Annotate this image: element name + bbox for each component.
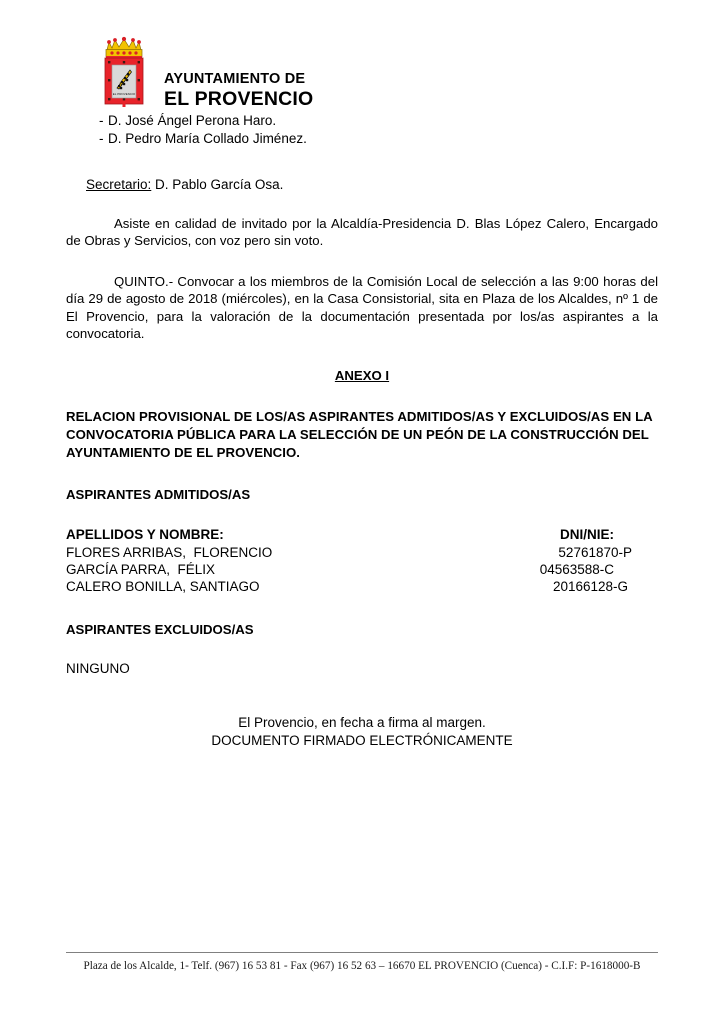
secretary-label: Secretario: [86, 177, 152, 192]
applicant-name: CALERO BONILLA, SANTIAGO [66, 579, 260, 595]
column-header-dni: DNI/NIE: [560, 527, 614, 543]
footer-address: Plaza de los Alcalde, 1- Telf. (967) 16 53 81 - Fax (967) 16 52 63 – 16670 EL PROVENCIO (Cuenca) - C.I.F: P-1618000-B [83, 960, 641, 972]
list-item [66, 130, 658, 148]
coat-of-arms-icon [100, 36, 148, 108]
document-body [66, 112, 658, 750]
excluded-value: NINGUNO [66, 660, 130, 676]
document-header [0, 30, 724, 112]
list-bullet: - [99, 130, 104, 146]
table-header-row [66, 526, 658, 543]
applicant-dni: 52761870-P [558, 544, 632, 560]
document-footer [66, 952, 658, 972]
annex-title [66, 368, 658, 383]
organization-title [164, 72, 313, 109]
member-list [66, 112, 658, 147]
applicant-dni: 04563588-C [539, 562, 614, 578]
crest-motto-text: EL PROVENCIO [112, 92, 136, 97]
org-name-line2: EL PROVENCIO [164, 87, 314, 110]
admitted-table [66, 526, 658, 596]
member-name: D. José Ángel Perona Haro. [108, 113, 277, 128]
footer-divider [66, 952, 658, 953]
secretary-line [66, 177, 658, 192]
table-row [66, 578, 658, 595]
table-row [66, 561, 658, 578]
applicant-name: FLORES ARRIBAS, FLORENCIO [66, 544, 273, 560]
paragraph-asiste: Asiste en calidad de invitado por la Alcaldía-Presidencia D. Blas López Calero, Encargado de Obras y Servicios, con voz pero sin voto. [66, 216, 658, 249]
member-name: D. Pedro María Collado Jiménez. [108, 130, 307, 146]
table-row [66, 544, 658, 561]
list-bullet: - [99, 113, 104, 128]
annex-title-text: ANEXO I [334, 368, 390, 384]
excluded-heading: ASPIRANTES EXCLUIDOS/AS [66, 621, 254, 637]
applicant-name: GARCÍA PARRA, FÉLIX [66, 562, 216, 578]
annex-description: RELACION PROVISIONAL DE LOS/AS ASPIRANTES ADMITIDOS/AS Y EXCLUIDOS/AS EN LA CONVOCATORIA PÚBLICA PARA LA SELECCIÓN DE UN PEÓN DE LA CONSTRUCCIÓN DEL AYUNTAMIENTO DE EL PROVENCIO. [66, 409, 653, 460]
secretary-name: D. Pablo García Osa. [151, 177, 284, 192]
admitted-heading: ASPIRANTES ADMITIDOS/AS [66, 487, 251, 503]
signature-place-date: El Provencio, en fecha a firma al margen. [238, 714, 486, 730]
signature-statement: DOCUMENTO FIRMADO ELECTRÓNICAMENTE [211, 732, 513, 748]
signature-block [66, 714, 658, 750]
column-header-name: APELLIDOS Y NOMBRE: [66, 527, 224, 543]
paragraph-quinto: QUINTO.- Convocar a los miembros de la Comisión Local de selección a las 9:00 horas del día 29 de agosto de 2018 (miércoles), en la Casa Consistorial, sita en Plaza de los Alcaldes, nº 1 de El Provencio, para la valoración de la documentación presentada por los/as aspirantes a la convocatoria. [66, 273, 658, 342]
applicant-dni: 20166128-G [552, 579, 628, 595]
list-item [66, 112, 658, 130]
org-name-line1: AYUNTAMIENTO DE [164, 71, 306, 87]
